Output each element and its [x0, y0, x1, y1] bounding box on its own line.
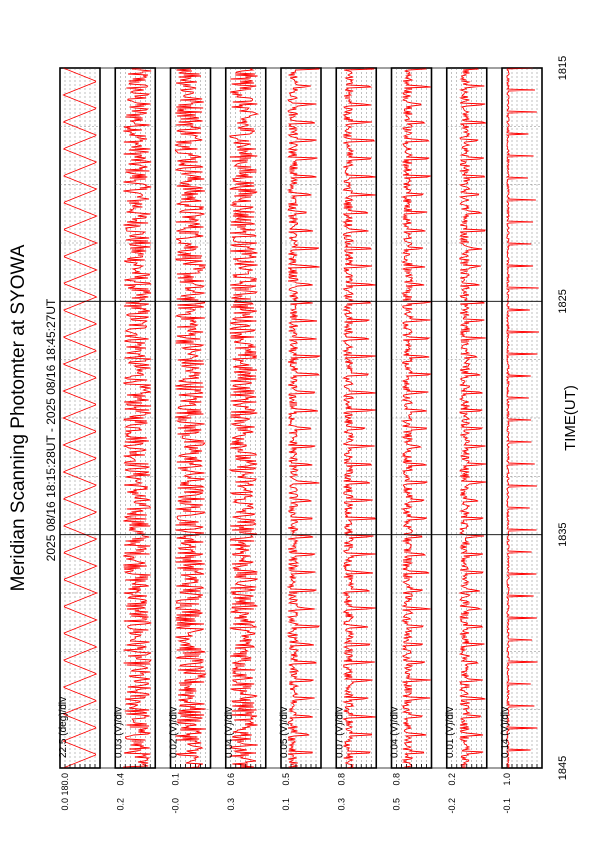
panel-scale-label: 0.04 (V)/div [223, 706, 235, 758]
time-tick-label: 1815 [557, 55, 569, 81]
tick-label-min: -0.2 [446, 798, 457, 814]
time-range: 2025 08/16 18:15:28UT - 2025 08/16 18:45:27UT [44, 298, 58, 562]
panel-scale-label: 0.02 (V)/div [168, 706, 180, 758]
tick-label-max: 0.1 [170, 773, 181, 786]
tick-label-min: -0.0 [170, 798, 181, 814]
panel-7 [390, 68, 432, 811]
panel-scale-label: 0.07 (V)/div [334, 706, 346, 758]
tick-label-max: 0.5 [281, 773, 291, 786]
tick-label-max: 180.0 [60, 773, 70, 796]
tick-label-min: 0.5 [391, 798, 402, 811]
tick-label-max: 1.0 [502, 773, 512, 786]
panel-scale-label: 0.01 (V)/div [444, 706, 456, 758]
time-tick-label: 1845 [557, 755, 569, 781]
tick-label-max: 0.4 [115, 773, 126, 786]
tick-label-min: 0.0 [60, 798, 70, 811]
tick-label-min: 0.3 [225, 798, 236, 811]
panel-scale-label: 0.14 (V)/div [500, 706, 511, 758]
panel-scale-label: 22.5 (deg)/div [58, 696, 69, 758]
panel-scale-label: 0.03 (V)/div [113, 706, 125, 758]
panel-5 [279, 68, 321, 811]
time-tick-label: 1835 [557, 522, 569, 547]
panel-3 [169, 68, 211, 814]
panel-1 [58, 68, 100, 811]
tick-label-max: 0.2 [446, 773, 457, 786]
tick-label-min: 0.1 [281, 798, 291, 811]
panel-4 [224, 68, 266, 811]
panel-scale-label: 0.04 (V)/div [389, 706, 401, 758]
chart-title: Meridian Scanning Photomter at SYOWA [8, 244, 29, 592]
tick-label-min: 0.3 [336, 798, 347, 811]
panel-9 [500, 68, 542, 814]
panel-2 [113, 68, 155, 811]
x-axis-label: TIME(UT) [562, 385, 579, 451]
tick-label-min: -0.1 [502, 798, 512, 814]
tick-label-max: 0.6 [225, 773, 236, 786]
time-tick-label: 1825 [557, 289, 569, 314]
panel-8 [445, 68, 487, 814]
tick-label-max: 0.8 [391, 773, 402, 786]
panel-6 [334, 68, 376, 811]
panel-scale-label: 0.05 (V)/div [279, 706, 290, 758]
tick-label-max: 0.8 [336, 773, 347, 786]
tick-label-min: 0.2 [115, 798, 126, 811]
